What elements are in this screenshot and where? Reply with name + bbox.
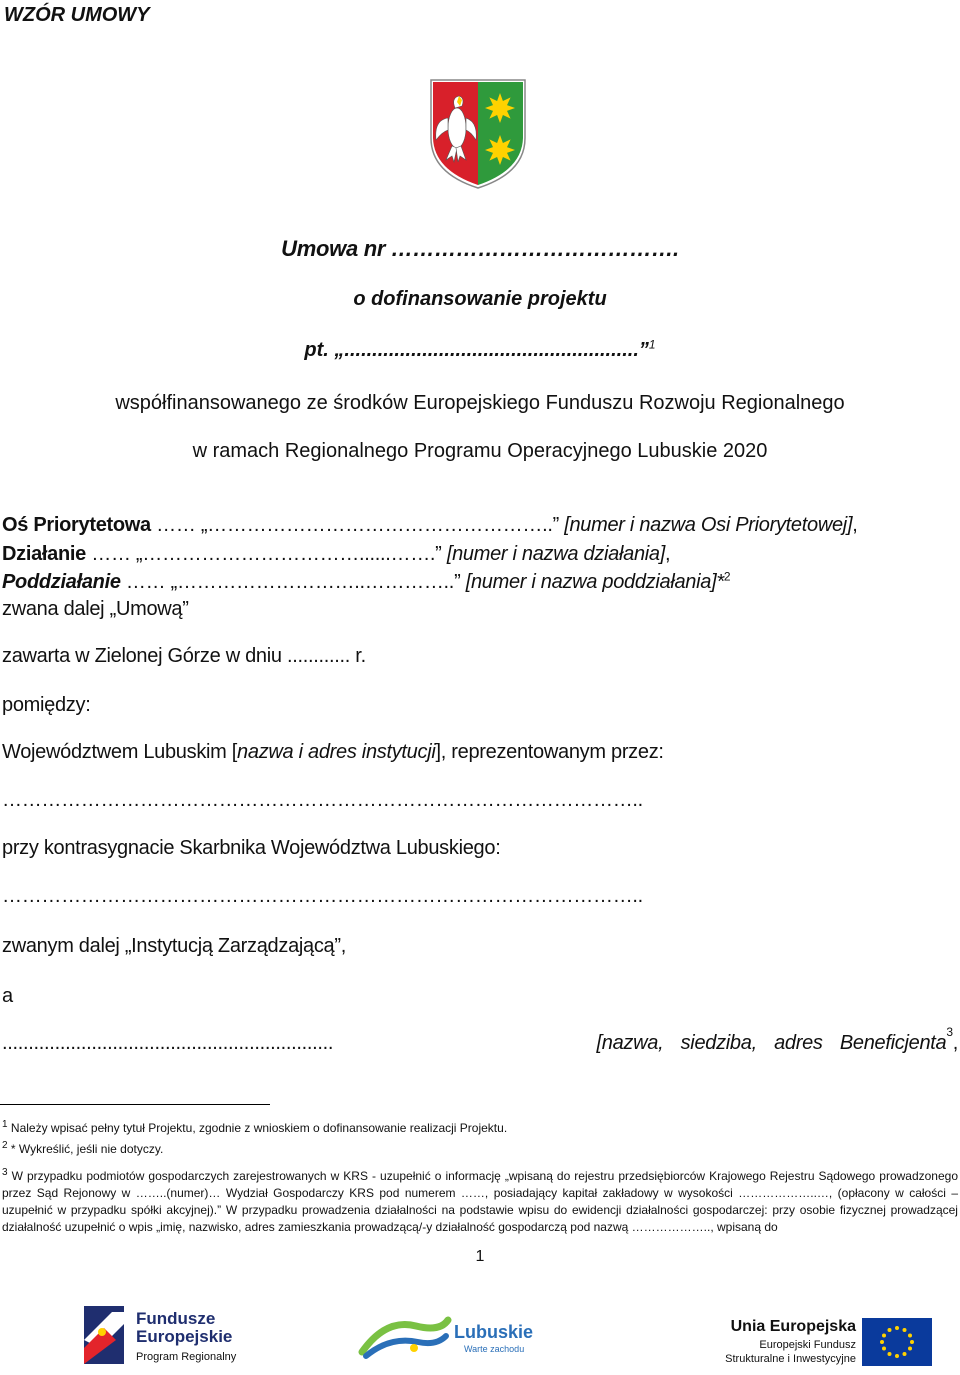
lubuskie-slogan: Warte zachodu [464, 1344, 525, 1354]
measure-hint: [numer i nazwa działania] [446, 543, 665, 565]
priority-axis-comma: , [852, 514, 858, 536]
voivodeship-text-a: Województwem Lubuskim [ [2, 741, 238, 763]
voivodeship-line [2, 741, 664, 764]
priority-axis-dots: …… „……………………………………………..” [156, 514, 559, 536]
page-number: 1 [475, 1248, 485, 1265]
submeasure-label: Poddziałanie [2, 571, 121, 593]
eu-flag-icon [862, 1318, 932, 1366]
measure-dots: …… „……………………………......…….” [91, 543, 442, 565]
eu-logo-text [630, 1318, 856, 1368]
footnote-3 [2, 1168, 958, 1236]
measure-line [2, 543, 670, 566]
called-agreement: zwana dalej „Umową” [2, 598, 189, 620]
footnote-ref-3: 3 [946, 1025, 953, 1039]
beneficiary-dots: ............................................................... [2, 1032, 334, 1054]
submeasure-dots: …… „………………………..…………..” [125, 571, 461, 593]
footnote-2-number: 2 [2, 1140, 8, 1151]
between-label: pomiędzy: [2, 694, 91, 716]
footnote-separator [0, 1104, 270, 1105]
fe-line-2: Europejskie [136, 1327, 233, 1346]
eu-line-1: Unia Europejska [730, 1318, 856, 1335]
contract-number-title: Umowa nr …………………………………. [281, 236, 679, 261]
voivodeship-text-b: ], reprezentowanym przez: [435, 741, 664, 763]
project-title-placeholder: pt. „.....................................................” [304, 339, 649, 361]
document-header: WZÓR UMOWY [4, 4, 150, 26]
footnote-2-text: * Wykreślić, jeśli nie dotyczy. [10, 1142, 164, 1156]
treasurer-dots: …………………………………………………………………………………….. [2, 885, 643, 907]
measure-label: Działanie [2, 543, 86, 565]
coat-of-arms-emblem [428, 78, 528, 190]
voivodeship-hint: nazwa i adres instytucji [237, 741, 436, 763]
footnote-1 [2, 1120, 958, 1137]
beneficiary-hint: [nazwa, siedziba, adres Beneficjenta [596, 1032, 947, 1054]
footnote-1-number: 1 [2, 1119, 8, 1130]
footnote-3-text-b: W przypadku prowadzenia działalności na podstawie wpisu do ewidencji działalności gospodarczej: przy osobie fizycznej prowadzącej działalność uzupełnić o wpis „imię, nazwisko, adres zamieszkania prowadzącą/-y działalność gospodarczą pod nazwą ……………….., wpisaną do [2, 1203, 958, 1234]
representative-dots: …………………………………………………………………………………….. [2, 789, 643, 811]
project-title-line [0, 339, 960, 362]
programme-line: w ramach Regionalnego Programu Operacyjnego Lubuskie 2020 [192, 440, 768, 462]
treasurer-line: przy kontrasygnacie Skarbnika Województwa Lubuskiego: [2, 837, 501, 859]
cofinancing-line: współfinansowanego ze środków Europejskiego Funduszu Rozwoju Regionalnego [115, 392, 845, 414]
footnote-1-text: Należy wpisać pełny tytuł Projektu, zgodnie z wnioskiem o dofinansowanie realizacji Projektu. [10, 1121, 508, 1135]
submeasure-hint: [numer i nazwa poddziałania]* [465, 571, 724, 593]
priority-axis-hint: [numer i nazwa Osi Priorytetowej] [564, 514, 853, 536]
footnote-3-number: 3 [2, 1167, 8, 1178]
priority-axis-label: Oś Priorytetowa [2, 514, 151, 536]
contract-subject: o dofinansowanie projektu [353, 288, 607, 310]
footnote-ref-1: 1 [648, 337, 656, 352]
and-label: a [2, 985, 13, 1007]
footnote-3-text-a: W przypadku podmiotów gospodarczych zarejestrowanych w KRS - uzupełnić o informację „wpisaną do rejestru przedsiębiorców Krajowego Rejestru Sądowego prowadzonego przez Sąd Rejonowy w ……..(numer)… Wydział Gospodarczy KRS pod numerem ……, posiadający kapitał zakładowy w wysokości ………………..…, (opłacony w całości – uzupełnić w przypadku spółki akcyjnej).” [2, 1169, 958, 1217]
lubuskie-name: Lubuskie [454, 1322, 534, 1342]
lubuskie-wave-icon [356, 1312, 452, 1366]
footnote-2 [2, 1141, 958, 1158]
lubuskie-logo [356, 1312, 532, 1366]
measure-comma: , [665, 543, 671, 565]
footnote-ref-2: 2 [723, 569, 731, 584]
fe-mark-icon [82, 1306, 132, 1368]
beneficiary-comma: , [952, 1032, 958, 1054]
fe-line-3: Program Regionalny [136, 1351, 237, 1363]
concluded-line: zawarta w Zielonej Górze w dniu ............ r. [2, 645, 366, 667]
submeasure-line [2, 571, 730, 594]
priority-axis-line [2, 514, 857, 537]
managing-authority-line: zwanym dalej „Instytucją Zarządzającą”, [2, 935, 346, 957]
fe-line-1: Fundusze [136, 1309, 216, 1328]
beneficiary-line [2, 1025, 958, 1055]
eu-line-3: Strukturalne i Inwestycyjne [725, 1353, 856, 1365]
fundusze-europejskie-logo [78, 1304, 258, 1370]
eu-line-2: Europejski Fundusz [759, 1339, 856, 1351]
